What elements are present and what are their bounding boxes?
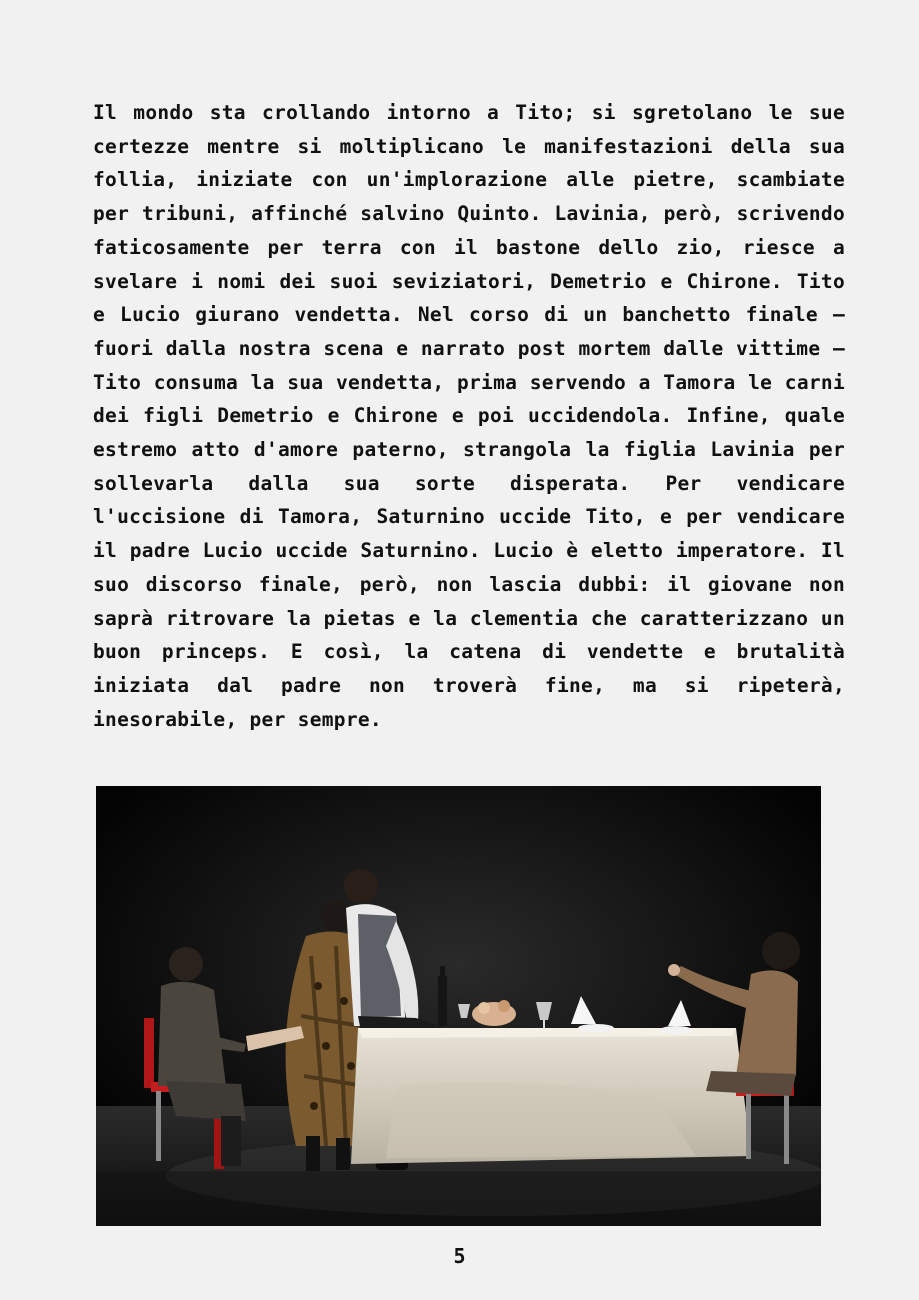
stage-photo-illustration	[96, 786, 821, 1226]
body-paragraph: Il mondo sta crollando intorno a Tito; si sgretolano le sue certezze mentre si moltiplicano le manifestazioni della sua follia, iniziate con un'implorazione alle pietre, scambiate per tribuni, affinché salvino Quinto. Lavinia, però, scrivendo faticosamente per terra con il bastone dello zio, riesce a svelare i nomi dei suoi seviziatori, Demetrio e Chirone. Tito e Lucio giurano vendetta. Nel corso di un banchetto finale – fuori dalla nostra scena e narrato post mortem dalle vittime – Tito consuma la sua vendetta, prima servendo a Tamora le carni dei figli Demetrio e Chirone e poi uccidendola. Infine, quale estremo atto d'amore paterno, strangola la figlia Lavinia per sollevarla dalla sua sorte disperata. Per vendicare l'uccisione di Tamora, Saturnino uccide Tito, e per vendicare il padre Lucio uccide Saturnino. Lucio è eletto imperatore. Il suo discorso finale, però, non lascia dubbi: il giovane non saprà ritrovare la pietas e la clementia che caratterizzano un buon princeps. E così, la catena di vendette e brutalità iniziata dal padre non troverà fine, ma si ripeterà, inesorabile, per sempre.	[93, 101, 845, 731]
stage-photo	[96, 786, 821, 1226]
page-number: 5	[453, 1244, 466, 1268]
